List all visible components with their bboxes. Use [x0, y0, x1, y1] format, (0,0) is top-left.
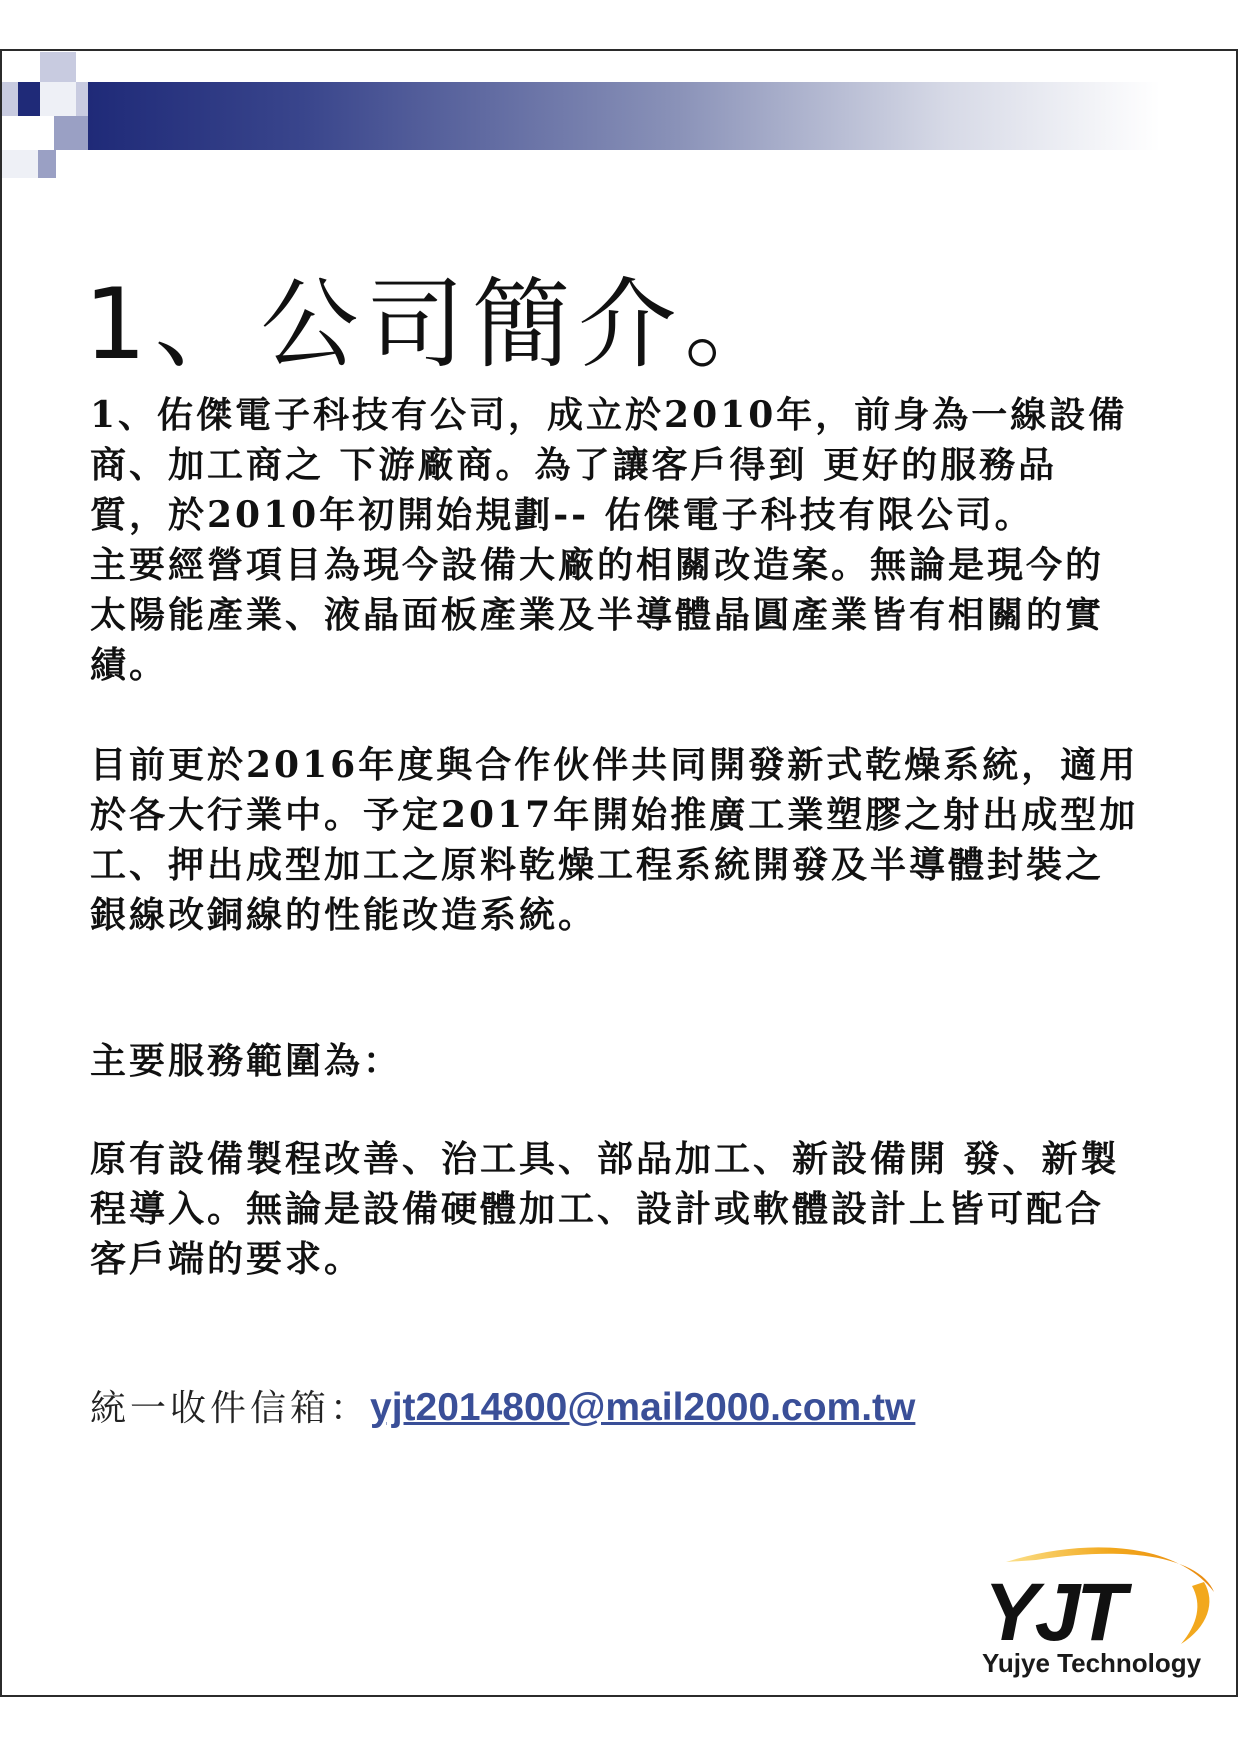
development-line: 於各大行業中。予定2017年開始推廣工業塑膠之射出成型加	[90, 794, 1139, 836]
development-line: 目前更於2016年度與合作伙伴共同開發新式乾燥系統，適用	[90, 744, 1139, 786]
logo-tagline: Yujye Technology	[982, 1648, 1202, 1678]
intro-line: 主要經營項目為現今設備大廠的相關改造案。無論是現今的	[90, 544, 1105, 586]
logo-swoosh-tail	[1181, 1582, 1209, 1644]
services-heading-text: 主要服務範圍為：	[90, 1040, 403, 1082]
contact-line	[90, 1383, 915, 1434]
intro-line: 商、加工商之 下游廠商。為了讓客戶得到 更好的服務品	[90, 444, 1058, 486]
contact-email-link[interactable]: yjt2014800@mail2000.com.tw	[370, 1386, 916, 1429]
development-paragraph	[90, 740, 1170, 940]
services-line: 客戶端的要求。	[90, 1238, 364, 1280]
header-square	[40, 52, 76, 82]
intro-paragraph	[90, 390, 1170, 690]
intro-line: 1、佑傑電子科技有公司，成立於2010年，前身為一線設備	[90, 394, 1128, 436]
header-square	[40, 82, 76, 116]
header-square	[54, 116, 88, 150]
intro-line: 太陽能產業、液晶面板產業及半導體晶圓產業皆有相關的實	[90, 594, 1105, 636]
services-line: 程導入。無論是設備硬體加工、設計或軟體設計上皆可配合	[90, 1188, 1105, 1230]
header-square	[18, 82, 40, 116]
header-square	[38, 150, 56, 178]
header-gradient-band	[88, 82, 1160, 150]
development-line: 工、押出成型加工之原料乾燥工程系統開發及半導體封裝之	[90, 844, 1105, 886]
intro-line: 績。	[90, 644, 169, 686]
services-heading	[90, 1036, 1170, 1086]
services-paragraph	[90, 1134, 1170, 1284]
header-square	[2, 150, 38, 178]
contact-label: 統一收件信箱：	[90, 1388, 371, 1429]
page-title: 1、公司簡介。	[84, 267, 791, 382]
logo-mark: YJT	[984, 1567, 1123, 1658]
intro-line: 質，於2010年初開始規劃-- 佑傑電子科技有限公司。	[90, 494, 1034, 536]
development-line: 銀線改銅線的性能改造系統。	[90, 894, 598, 936]
services-line: 原有設備製程改善、治工具、部品加工、新設備開 發、新製	[90, 1138, 1120, 1180]
